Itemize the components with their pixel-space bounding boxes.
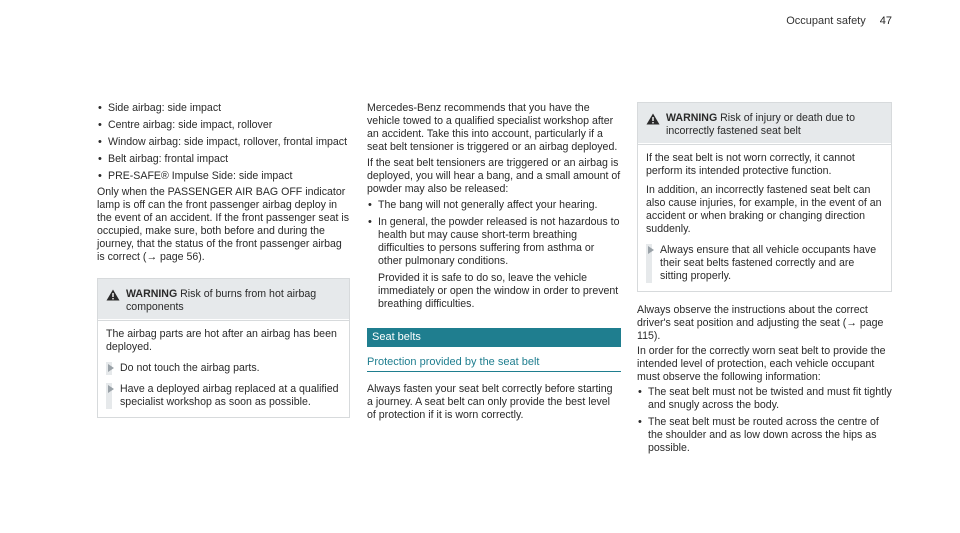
- arrow-right-icon: [648, 246, 654, 254]
- list-item: [367, 216, 621, 311]
- protection-paragraph: In order for the correctly worn seat belt to provide the intended level of protection, each vehicle occupant must observe the following information:: [637, 345, 886, 383]
- airbag-list: [97, 102, 350, 183]
- column-2: [367, 102, 621, 425]
- list-item-note: Provided it is safe to do so, leave the vehicle immediately or open the window in order to prevent breathing difficulties.: [378, 272, 619, 310]
- warning-label: WARNING: [666, 112, 718, 124]
- seat-position-paragraph: Always observe the instructions about the correct driver's seat position and adjusting the seat (→ page 115).: [637, 304, 884, 342]
- list-item: • The seat belt must not be twisted and must fit tightly and snugly across the body.: [637, 386, 892, 412]
- warning-title-text: Risk of burns from hot airbag components: [126, 288, 317, 313]
- arrow-right-icon: [108, 385, 114, 393]
- list-item: • Belt airbag: frontal impact: [97, 153, 350, 166]
- warning-title: [126, 288, 341, 314]
- passenger-airbag-paragraph: Only when the PASSENGER AIR BAG OFF indicator lamp is off can the front passenger airbag deploy in the event of an accident. If the front passenger seat is occupied, make sure, both before and during the journey, that the status of the front passenger airbag is correct (→ page 56).: [97, 186, 350, 263]
- fasten-belt-paragraph: Always fasten your seat belt correctly before starting a journey. A seat belt can only provide the best level of protection if it is worn correctly.: [367, 383, 613, 421]
- towing-paragraph: Mercedes-Benz recommends that you have the vehicle towed to a qualified specialist workshop after an accident. Take this into account, particularly if a seat belt tensioner is triggered or an airbag deployed.: [367, 102, 618, 153]
- step-text: Always ensure that all vehicle occupants have their seat belts fastened correctly and are sitting properly.: [660, 244, 877, 282]
- warning-triangle-icon: [106, 289, 120, 301]
- warning-box-seat-belt: [637, 102, 892, 292]
- section-title: Occupant safety: [786, 15, 866, 27]
- action-step: [646, 244, 883, 283]
- warning-body: [98, 320, 349, 417]
- action-step: [106, 383, 341, 409]
- list-item: • Window airbag: side impact, rollover, frontal impact: [97, 136, 350, 149]
- action-step: [106, 362, 341, 375]
- step-bar: [106, 383, 112, 409]
- warning-label: WARNING: [126, 288, 178, 300]
- powder-list: [367, 199, 621, 311]
- step-bar: [106, 362, 112, 375]
- list-item: • The bang will not generally affect your hearing.: [367, 199, 621, 212]
- list-item: • Side airbag: side impact: [97, 102, 350, 115]
- tensioner-paragraph: If the seat belt tensioners are triggered or an airbag is deployed, you will hear a bang, and a small amount of powder may also be released:: [367, 157, 621, 195]
- seat-belt-rules-list: [637, 386, 892, 455]
- list-item: • PRE-SAFE® Impulse Side: side impact: [97, 170, 350, 183]
- arrow-right-icon: [108, 364, 114, 372]
- section-header-text: Seat belts: [372, 331, 421, 343]
- list-item-text: In general, the powder released is not hazardous to health but may cause short-term breathing difficulties to persons suffering from asthma or other pulmonary conditions.: [378, 216, 620, 267]
- list-item: • Centre airbag: side impact, rollover: [97, 119, 350, 132]
- warning-triangle-icon: [646, 113, 660, 125]
- warning-text: In addition, an incorrectly fastened seat belt can also cause injuries, for example, in the event of an accident or when braking or changing direction suddenly.: [646, 184, 882, 235]
- step-bar: [646, 244, 652, 283]
- subheading: Protection provided by the seat belt: [367, 356, 621, 372]
- warning-text: If the seat belt is not worn correctly, it cannot perform its intended protective function.: [646, 152, 855, 177]
- column-1: [97, 102, 350, 418]
- section-header-seat-belts: [367, 328, 621, 347]
- warning-header: [98, 279, 349, 320]
- step-text: Have a deployed airbag replaced at a qualified specialist workshop as soon as possible.: [120, 383, 339, 408]
- warning-text: The airbag parts are hot after an airbag has been deployed.: [106, 328, 337, 353]
- warning-box-burns: [97, 278, 350, 418]
- page-number: 47: [879, 15, 892, 27]
- column-3: [637, 102, 892, 458]
- warning-header: [638, 103, 891, 144]
- list-item: • The seat belt must be routed across the centre of the shoulder and as low down across the hips as possible.: [637, 416, 892, 455]
- page-header: [786, 15, 892, 28]
- warning-body: [638, 144, 891, 291]
- warning-title-text: Risk of injury or death due to incorrectly fastened seat belt: [666, 112, 856, 137]
- step-text: Do not touch the airbag parts.: [120, 362, 260, 374]
- warning-title: [666, 112, 883, 138]
